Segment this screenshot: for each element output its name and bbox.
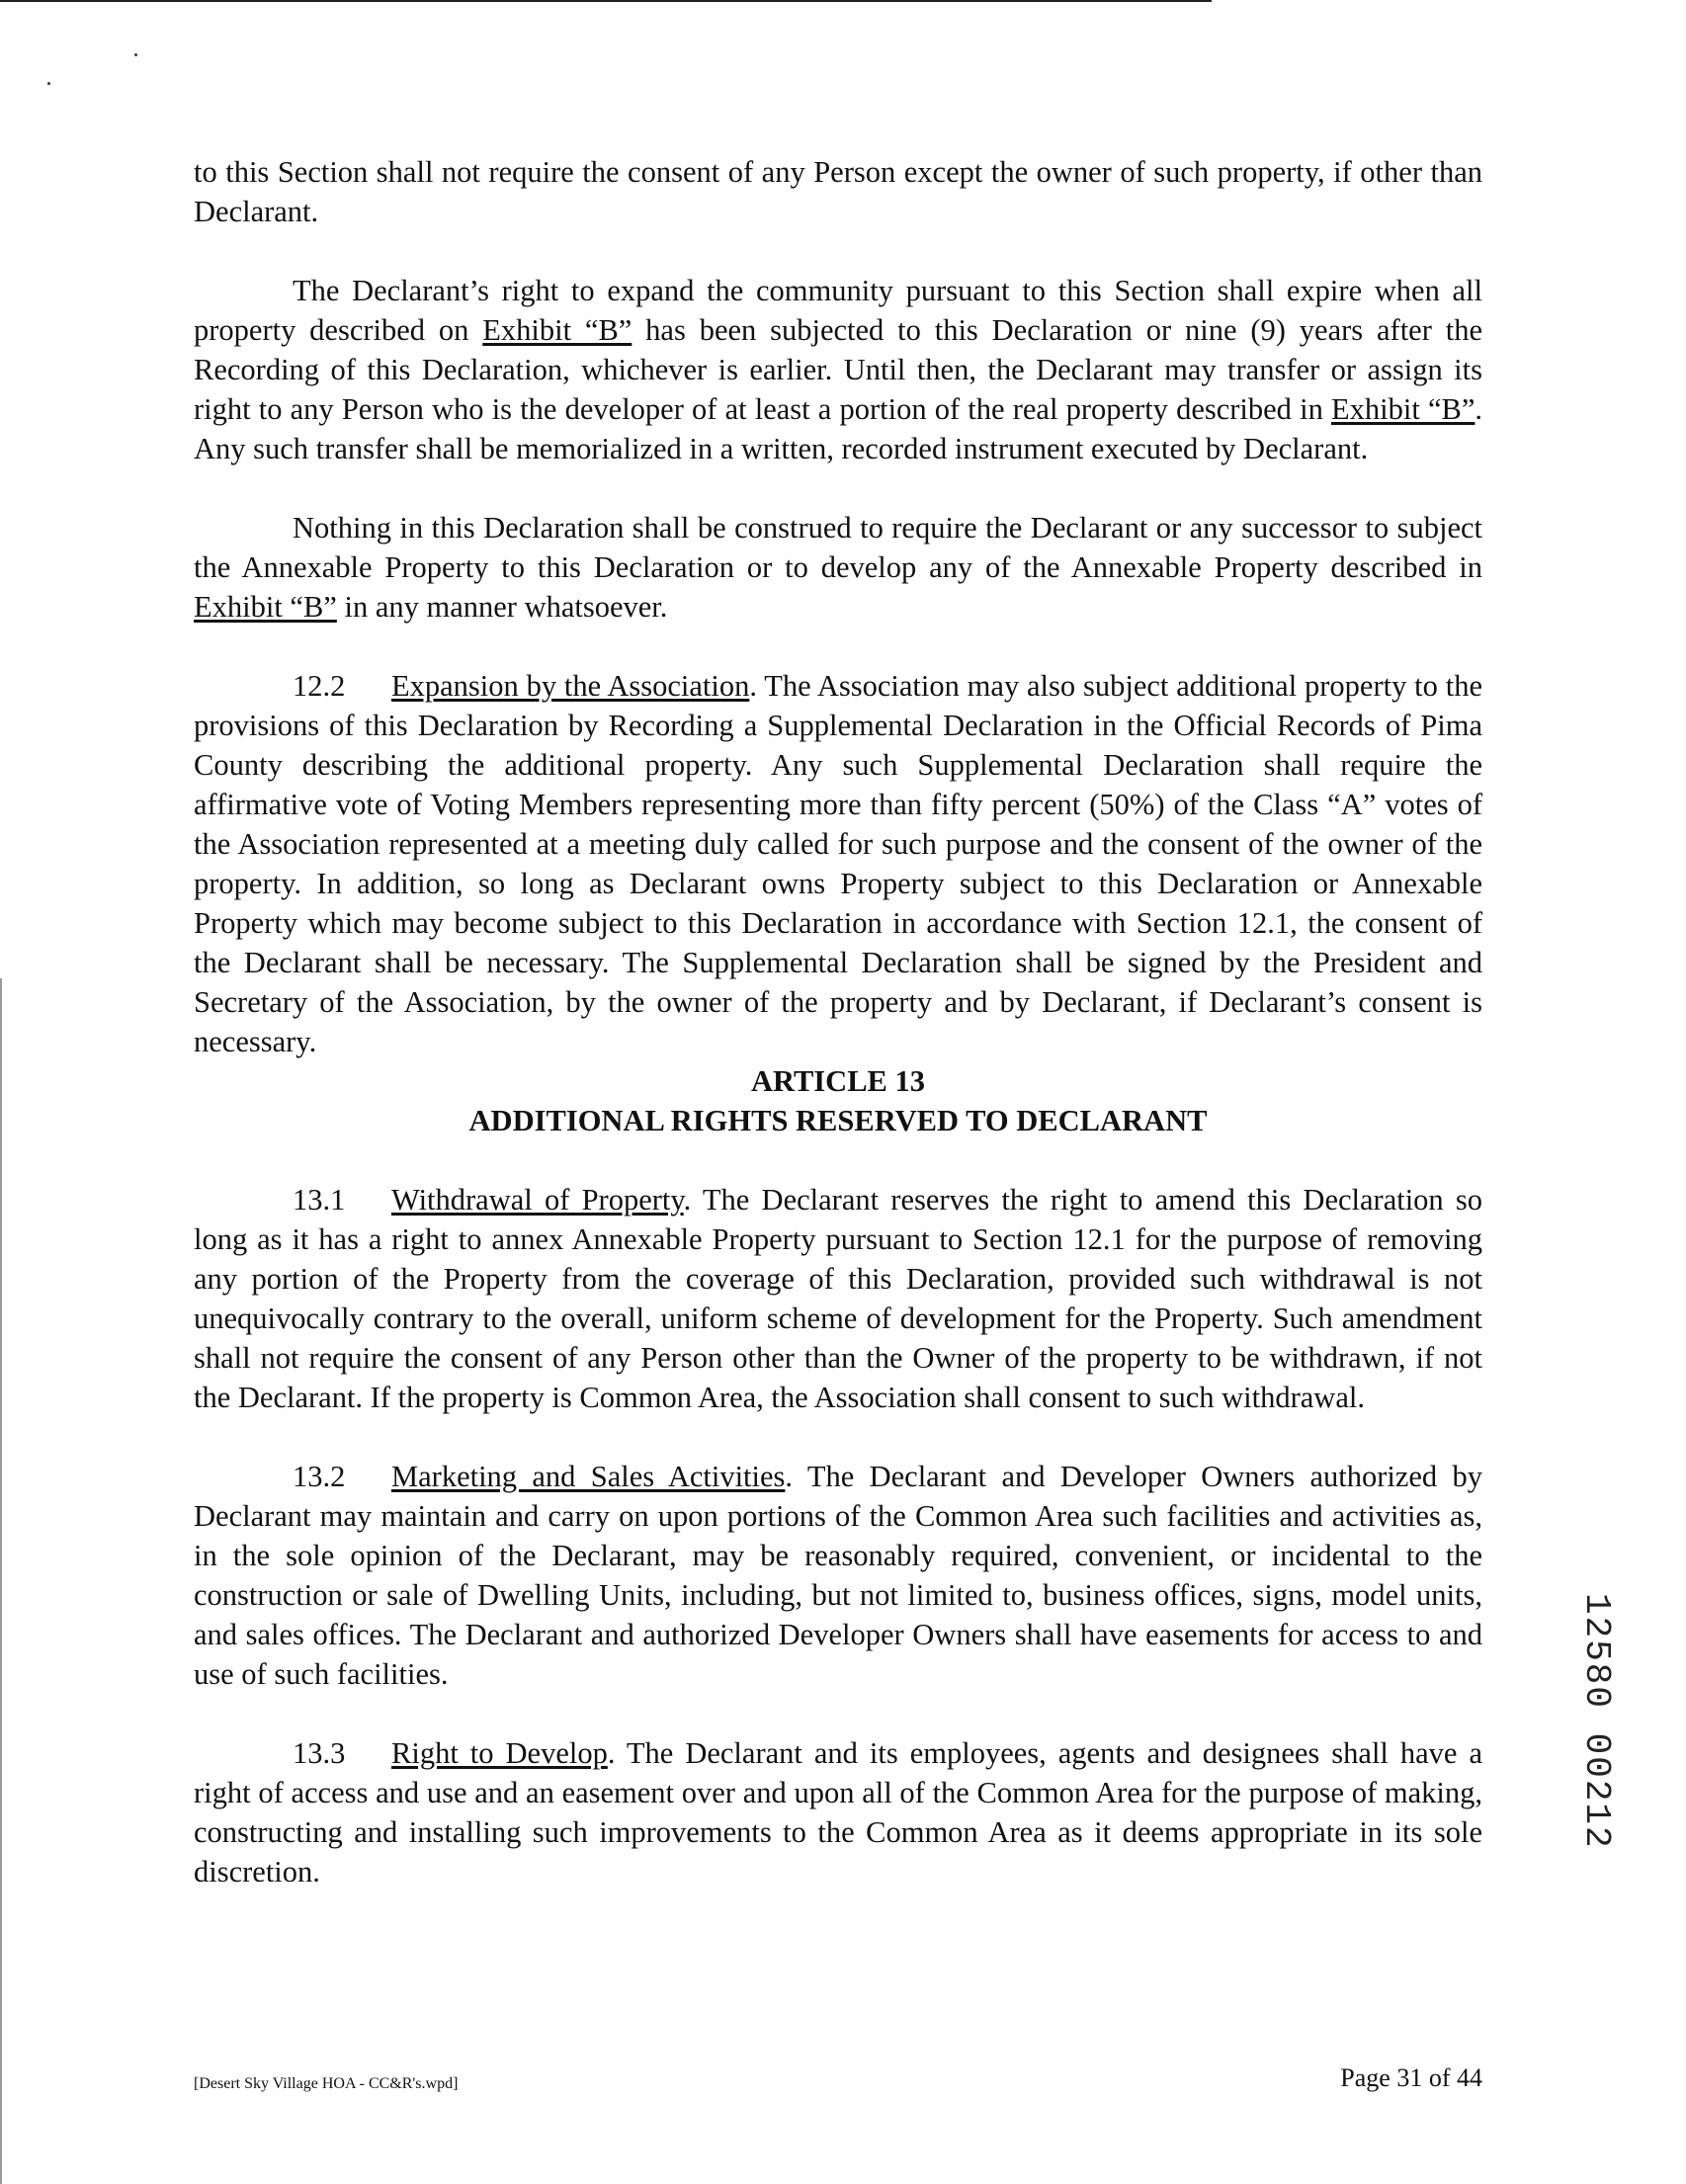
section-number: 13.3 (293, 1736, 346, 1770)
document-body (194, 152, 1482, 1891)
footer-page-number: Page 31 of 44 (1340, 2063, 1482, 2092)
scan-speck (134, 53, 137, 56)
text-run: . Any such transfer shall be memorialized in a written, recorded instrument executed by Declarant. (194, 392, 1482, 465)
scan-speck (47, 82, 50, 85)
exhibit-b-reference: Exhibit “B” (194, 590, 337, 624)
text-run: Nothing in this Declaration shall be construed to require the Declarant or any successor to subject the Annexable Property to this Declaration or to develop any of the Annexable Property described in (194, 511, 1482, 584)
article-title: ADDITIONAL RIGHTS RESERVED TO DECLARANT (468, 1104, 1208, 1137)
section-body: . The Declarant and its employees, agents and designees shall have a right of access and use and an easement over and upon all of the Common Area for the purpose of making, constructing and installing such improvements to the Common Area as it deems appropriate in its sole discretion. (194, 1736, 1482, 1889)
section-number: 13.2 (293, 1460, 346, 1493)
section-13-1 (194, 1180, 1482, 1417)
section-12-2 (194, 666, 1482, 1061)
section-title: Right to Develop (391, 1736, 608, 1770)
top-scan-edge-gap (1212, 0, 1686, 2)
section-body: . The Association may also subject additional property to the provisions of this Declaration by Recording a Supplemental Declaration in the Official Records of Pima County describing the additional property. Any such Supplemental Declaration shall require the affirmative vote of Voting Members representing more than fifty percent (50%) of the Class “A” votes of the Association represented at a meeting duly called for such purpose and the consent of the owner of the property. In addition, so long as Declarant owns Property subject to this Declaration or Annexable Property which may become subject to this Declaration in accordance with Section 12.1, the consent of the Declarant shall be necessary. The Supplemental Declaration shall be signed by the President and Secretary of the Association, by the owner of the property and by Declarant, if Declarant’s consent is necessary. (194, 669, 1482, 1058)
paragraph-continuation: to this Section shall not require the consent of any Person except the owner of such property, if other than Declarant. (194, 155, 1482, 228)
section-title: Withdrawal of Property (391, 1183, 684, 1217)
text-run: has been subjected to this Declaration or nine (9) years after the Recording of this Declaration, whichever is earlier. Until then, the Declarant may transfer or assign its right to any Person who is the developer of at least a portion of the real property described in (194, 313, 1482, 426)
text-run: The Declarant’s right to expand the community pursuant to this Section shall expire when all property described on (194, 274, 1482, 347)
text-run: in any manner whatsoever. (336, 590, 668, 624)
exhibit-b-reference: Exhibit “B” (482, 313, 632, 347)
paragraph-expansion-right (194, 271, 1482, 468)
section-body: . The Declarant reserves the right to amend this Declaration so long as it has a right to annex Annexable Property pursuant to Section 12.1 for the purpose of removing any portion of the Property from the coverage of this Declaration, provided such withdrawal is not unequivocally contrary to the overall, uniform scheme of development for the Property. Such amendment shall not require the consent of any Person other than the Owner of the property to be withdrawn, if not the Declarant. If the property is Common Area, the Association shall consent to such withdrawal. (194, 1183, 1483, 1414)
section-body: . The Declarant and Developer Owners authorized by Declarant may maintain and carry on upon portions of the Common Area such facilities and activities as, in the sole opinion of the Declarant, may be reasonably required, convenient, or incidental to the construction or sale of Dwelling Units, including, but not limited to, business offices, signs, model units, and sales offices. The Declarant and authorized Developer Owners shall have easements for access to and use of such facilities. (194, 1460, 1482, 1691)
recording-number: 12580 00212 (1576, 1593, 1617, 1850)
section-number: 12.2 (293, 669, 346, 703)
left-scan-edge (0, 978, 2, 2184)
exhibit-b-reference: Exhibit “B” (1330, 392, 1475, 426)
section-title: Expansion by the Association (391, 669, 750, 703)
article-label: ARTICLE 13 (750, 1064, 926, 1098)
section-title: Marketing and Sales Activities (391, 1460, 786, 1493)
footer-filename: [Desert Sky Village HOA - CC&R's.wpd] (194, 2075, 459, 2092)
section-13-3 (194, 1733, 1482, 1891)
section-number: 13.1 (293, 1183, 346, 1217)
section-13-2 (194, 1457, 1482, 1694)
recording-number-stamp (1576, 1593, 1627, 1850)
paragraph-no-obligation (194, 508, 1482, 627)
